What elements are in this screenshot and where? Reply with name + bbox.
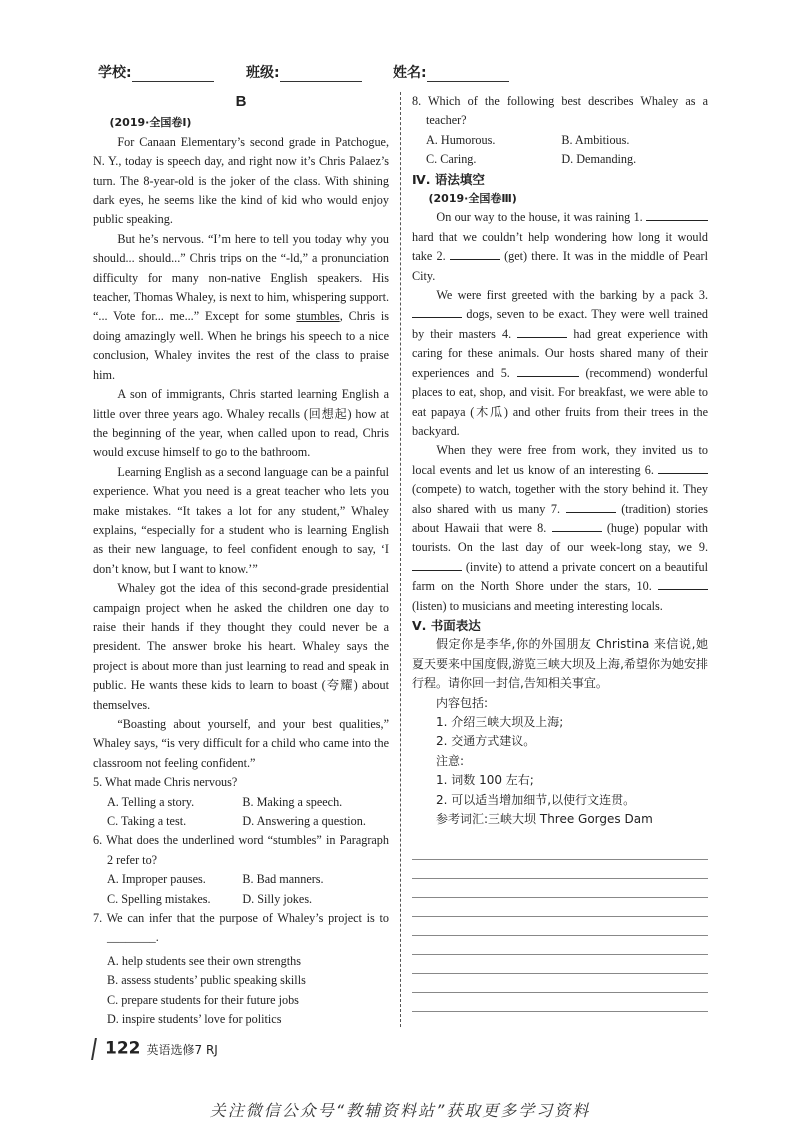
page-number: 122 (105, 1038, 141, 1059)
passage-letter: B (235, 93, 247, 110)
question-stem: 7. We can infer that the purpose of Whaley’s project is to ________. (93, 911, 389, 945)
grammar-paragraph: When they were free from work, they invited us to local events and let us know of an interesting 6. (compete) to watch, together with the story behind it. They also shared with us many 7. (tradition) stories about Hawaii that were 8. (huge) popular with tourists. On the last day of our week-long stay, we 9. (invite) to attend a private concert on a beautiful farm on the North Shore under the stars, 10. (listen) to musicians and meeting interesting locals. (412, 443, 709, 613)
school-label: 学校: (98, 65, 132, 81)
option[interactable]: B. Bad manners. (242, 872, 324, 887)
name-field[interactable] (393, 62, 509, 82)
page-marker-icon (91, 1038, 103, 1060)
blank-7[interactable] (566, 500, 616, 513)
option[interactable]: D. Silly jokes. (242, 891, 313, 906)
question-7 (93, 909, 389, 1029)
name-label: 姓名: (393, 65, 427, 81)
passage-paragraph: “Boasting about yourself, and your best qualities,” Whaley says, “is very difficult for a child who came into the classroom not feeling confident.” (93, 717, 389, 770)
grammar-paragraph: We were first greeted with the barking by a pack 3. dogs, seven to be exact. They were well trained by their masters 4. had great experience with caring for these animals. Our hosts shared many of their experiences and 5. (recommend) wonderful places to eat, shop, and visit. For breakfast, we were able to eat papaya (木瓜) and other fruits from their trees in the backyard. (412, 288, 709, 438)
question-stem: 8. Which of the following best describes Whaley as a teacher? (412, 94, 708, 128)
option[interactable]: D. Demanding. (561, 152, 637, 167)
column-divider (400, 92, 401, 1027)
right-column (412, 92, 708, 1012)
content-item: 1. 介绍三峡大坝及上海; (436, 715, 564, 729)
grammar-paragraph: On our way to the house, it was raining 1. hard that we couldn’t help wondering how long it would take 2. (get) there. It was in the middle of Pearl City. (412, 210, 708, 283)
passage-paragraph: For Canaan Elementary’s second grade in Patchogue, N. Y., today is speech day, and right now it’s Chris Palaez’s turn. The 8-year-old is the joker of the class. With shining dark eyes, he seems like the kind of kid who would enjoy public speaking. (93, 134, 389, 227)
writing-section-title: Ⅴ. 书面表达 (412, 617, 481, 633)
option[interactable]: C. Spelling mistakes. (107, 891, 211, 906)
option[interactable]: A. Improper pauses. (107, 872, 206, 887)
blank-3[interactable] (412, 305, 462, 318)
blank-1[interactable] (646, 208, 708, 221)
option[interactable]: D. Answering a question. (242, 814, 366, 829)
passage-source: (2019·全国卷Ⅰ) (109, 116, 192, 130)
question-5 (93, 773, 389, 831)
blank-9[interactable] (412, 558, 462, 571)
content-item: 2. 交通方式建议。 (436, 734, 536, 749)
student-info-header (98, 62, 720, 84)
notes-item: 2. 可以适当增加细节,以使行文连贯。 (436, 792, 636, 807)
class-label: 班级: (246, 65, 280, 81)
blank-4[interactable] (517, 325, 567, 338)
grammar-section-title: Ⅳ. 语法填空 (412, 171, 485, 187)
passage-paragraph: A son of immigrants, Chris started learning English a little over three years ago. Whaley recalls (回想起) how at the beginning of the year, when called upon to read, Chris would excuse himself to go to the bathroom. (93, 387, 389, 460)
blank-5[interactable] (517, 364, 579, 377)
reference-vocabulary: 参考词汇:三峡大坝 Three Gorges Dam (436, 812, 653, 827)
passage-paragraph: Learning English as a second language can be a painful experience. What you need is a great teacher who lets you make mistakes. “It takes a lot for any student,” Whaley explains, “especially for a student who is learning English as their new language, to feel confident enough to say, ‘I don’t know, but I want to know.’” (93, 464, 389, 576)
option[interactable]: A. Telling a story. (107, 794, 195, 809)
notes-label: 注意: (436, 753, 465, 768)
question-stem: 5. What made Chris nervous? (93, 775, 238, 790)
blank-8[interactable] (552, 519, 602, 532)
option[interactable]: A. help students see their own strengths (107, 953, 301, 968)
blank-2[interactable] (450, 247, 500, 260)
question-6 (93, 831, 389, 909)
left-column (93, 92, 389, 1030)
passage-paragraph: But he’s nervous. “I’m here to tell you today why you should... should...” Chris trips on the “-ld,” a pronunciation difficulty for many non-native English speakers. His teacher, Thomas Whaley, is next to him, whispering support. “... Vote for... me...” Except for some stumbles, Chris is doing amazingly well. When he brings his speech to a nice conclusion, Whaley invites the rest of the class to praise him. (93, 231, 389, 382)
blank-6[interactable] (658, 461, 708, 474)
grammar-source: (2019·全国卷Ⅲ) (428, 192, 517, 206)
writing-prompt: 假定你是李华,你的外国朋友 Christina 来信说,她夏天要来中国度假,游览三峡大坝及上海,希望你为她安排行程。请你回一封信,告知相关事宜。 (412, 637, 708, 691)
blank-10[interactable] (658, 577, 708, 590)
class-field[interactable] (246, 62, 362, 82)
wechat-notice: 关注微信公众号“教辅资料站”获取更多学习资料 (209, 1101, 591, 1120)
book-title: 英语选修7 RJ (146, 1042, 218, 1057)
option[interactable]: C. prepare students for their future jobs (107, 992, 299, 1007)
option[interactable]: C. Caring. (426, 152, 477, 167)
underlined-word: stumbles (296, 309, 340, 324)
school-field[interactable] (98, 62, 214, 82)
option[interactable]: B. Making a speech. (242, 794, 343, 809)
content-label: 内容包括: (436, 695, 489, 710)
option[interactable]: A. Humorous. (426, 132, 496, 147)
notes-item: 1. 词数 100 左右; (436, 773, 534, 788)
option[interactable]: B. Ambitious. (561, 132, 630, 147)
option[interactable]: D. inspire students’ love for politics (107, 1012, 282, 1027)
option[interactable]: C. Taking a test. (107, 814, 187, 829)
question-stem: 6. What does the underlined word “stumbles” in Paragraph 2 refer to? (93, 833, 389, 867)
page-footer (93, 1038, 218, 1060)
option[interactable]: B. assess students’ public speaking skills (107, 973, 306, 988)
writing-area[interactable] (412, 841, 708, 1012)
question-8 (412, 92, 708, 170)
passage-paragraph: Whaley got the idea of this second-grade presidential campaign project when he asked the children one day to raise their hands if they thought they could never be a president. The answer broke his heart. Whaley says the project is about more than just learning to read and speak in public. He wants these kids to learn to boast (夸耀) about themselves. (93, 581, 389, 712)
